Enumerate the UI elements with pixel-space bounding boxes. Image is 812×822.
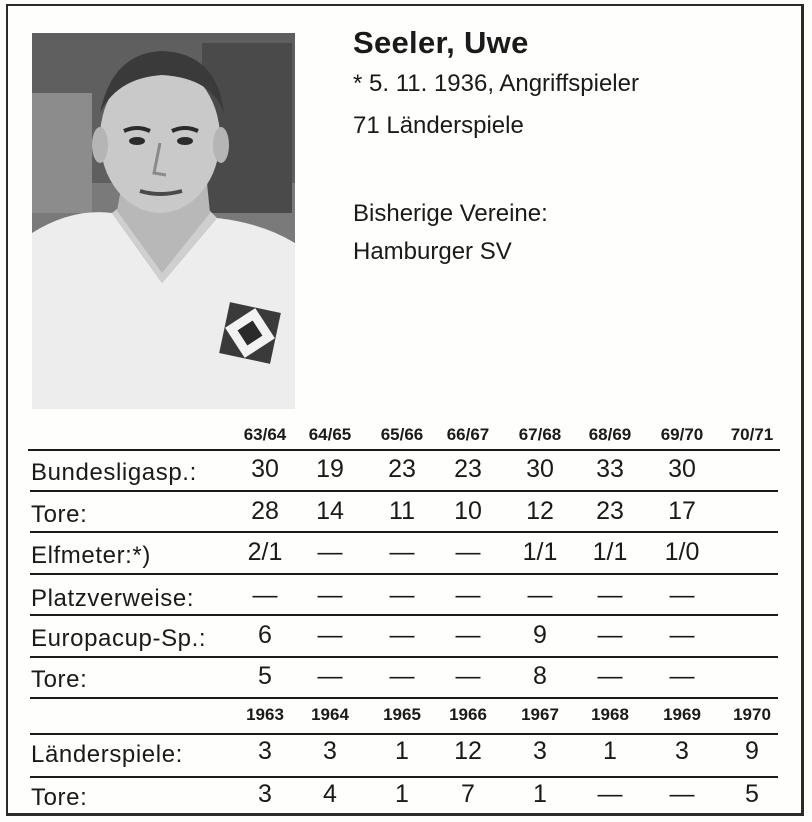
table-divider — [30, 573, 778, 575]
table-cell: — — [669, 621, 695, 649]
table-cell: 23 — [596, 497, 624, 525]
table-cell: 33 — [596, 455, 624, 483]
table-cell: 14 — [316, 497, 344, 525]
table-cell: 12 — [526, 497, 554, 525]
table-cell: — — [597, 662, 623, 690]
table-cell: — — [389, 621, 415, 649]
table-cell: — — [669, 581, 695, 609]
season-header: 70/71 — [730, 425, 774, 444]
international-caps: 71 Länderspiele — [353, 112, 524, 139]
season-header: 63/64 — [243, 425, 287, 444]
season-header: 65/66 — [380, 425, 424, 444]
table-divider — [30, 490, 778, 492]
table-cell: — — [455, 538, 481, 566]
table-cell: — — [455, 662, 481, 690]
table-cell: — — [597, 581, 623, 609]
table-divider — [30, 697, 778, 699]
table-divider — [28, 449, 780, 451]
table-cell: 3 — [533, 737, 547, 765]
table-cell: — — [527, 581, 553, 609]
table-cell: 23 — [388, 455, 416, 483]
table-cell: 6 — [258, 621, 272, 649]
row-label: Bundesligasp.: — [31, 459, 197, 486]
table-cell: 11 — [389, 497, 415, 525]
table-divider — [30, 531, 778, 533]
season-header: 64/65 — [308, 425, 352, 444]
table-cell: 8 — [533, 662, 547, 690]
season-header: 68/69 — [588, 425, 632, 444]
table-cell: — — [252, 581, 278, 609]
row-label: Tore: — [31, 784, 88, 811]
year-header: 1969 — [663, 705, 701, 724]
table-cell: 3 — [675, 737, 689, 765]
year-header: 1970 — [733, 705, 771, 724]
table-cell: — — [389, 581, 415, 609]
table-cell: 1/0 — [664, 538, 700, 566]
table-cell: 19 — [316, 455, 344, 483]
table-cell: 9 — [533, 621, 547, 649]
row-label: Platzverweise: — [31, 585, 195, 612]
table-cell: — — [597, 780, 623, 808]
table-cell: — — [389, 662, 415, 690]
clubs-value: Hamburger SV — [353, 238, 512, 265]
table-cell: — — [455, 581, 481, 609]
season-header: 69/70 — [660, 425, 704, 444]
row-label: Europacup-Sp.: — [31, 625, 207, 652]
table-divider — [30, 614, 778, 616]
table-cell: 30 — [251, 455, 279, 483]
clubs-label: Bisherige Vereine: — [353, 200, 548, 227]
table-cell: 3 — [323, 737, 337, 765]
year-header: 1968 — [591, 705, 629, 724]
table-cell: 1 — [395, 780, 409, 808]
table-cell: 1 — [603, 737, 617, 765]
table-cell: 1 — [395, 737, 409, 765]
table-cell: 30 — [668, 455, 696, 483]
table-cell: — — [317, 538, 343, 566]
table-cell: — — [317, 662, 343, 690]
table-cell: — — [389, 538, 415, 566]
table-cell: 2/1 — [247, 538, 283, 566]
table-cell: 1/1 — [592, 538, 628, 566]
year-header: 1965 — [383, 705, 421, 724]
season-header: 66/67 — [446, 425, 490, 444]
season-header: 67/68 — [518, 425, 562, 444]
table-cell: 4 — [323, 780, 337, 808]
club-crest-icon — [219, 302, 281, 364]
year-header: 1967 — [521, 705, 559, 724]
table-cell: — — [669, 662, 695, 690]
table-cell: 30 — [526, 455, 554, 483]
table-divider — [30, 656, 778, 658]
table-cell: 3 — [258, 780, 272, 808]
row-label: Länderspiele: — [31, 741, 183, 768]
table-cell: 3 — [258, 737, 272, 765]
table-cell: — — [597, 621, 623, 649]
player-photo — [32, 33, 295, 409]
table-cell: — — [455, 621, 481, 649]
table-cell: 5 — [258, 662, 272, 690]
table-cell: — — [317, 581, 343, 609]
row-label: Elfmeter:*) — [31, 542, 151, 569]
table-cell: 23 — [454, 455, 482, 483]
year-header: 1966 — [449, 705, 487, 724]
table-cell: 1 — [533, 780, 547, 808]
table-cell: 28 — [251, 497, 279, 525]
table-cell: 1/1 — [522, 538, 558, 566]
year-header: 1964 — [311, 705, 349, 724]
year-header: 1963 — [246, 705, 284, 724]
table-cell: 7 — [461, 780, 475, 808]
table-cell: 10 — [454, 497, 482, 525]
table-divider — [30, 733, 778, 735]
table-cell: 17 — [668, 497, 696, 525]
birth-position: * 5. 11. 1936, Angriffspieler — [353, 70, 639, 97]
table-cell: 9 — [745, 737, 759, 765]
row-label: Tore: — [31, 666, 88, 693]
table-cell: — — [669, 780, 695, 808]
player-name: Seeler, Uwe — [353, 25, 529, 60]
table-cell: — — [317, 621, 343, 649]
row-label: Tore: — [31, 501, 88, 528]
table-cell: 5 — [745, 780, 759, 808]
table-divider — [30, 776, 778, 778]
table-cell: 12 — [454, 737, 482, 765]
